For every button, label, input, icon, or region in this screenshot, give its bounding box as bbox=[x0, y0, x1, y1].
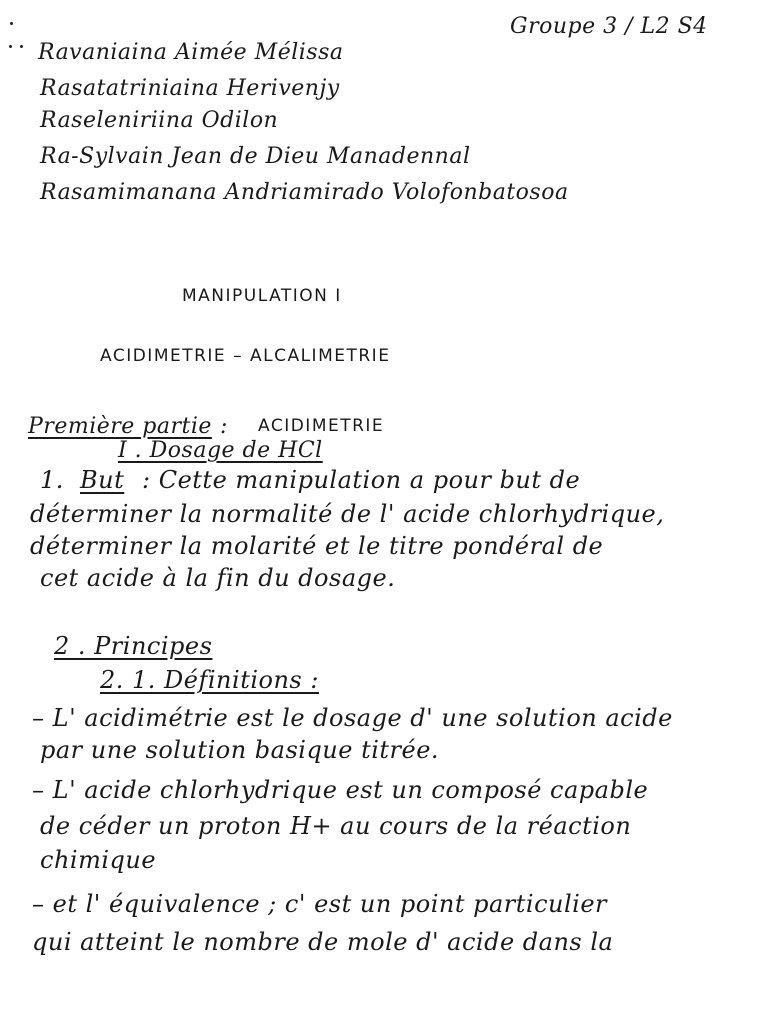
author-name: Ra-Sylvain Jean de Dieu Manadennal bbox=[40, 144, 471, 169]
definitions-heading: 2. 1. Définitions : bbox=[100, 666, 319, 694]
text-line: – L' acide chlorhydrique est un composé capable bbox=[32, 776, 649, 804]
subject-title: ACIDIMETRIE – ALCALIMETRIE bbox=[100, 346, 391, 366]
text-line: qui atteint le nombre de mole d' acide dans la bbox=[32, 928, 614, 956]
group-label: Groupe 3 / L2 S4 bbox=[510, 14, 708, 39]
part-separator: : bbox=[220, 414, 228, 439]
author-name: Rasamimanana Andriamirado Volofonbatosoa bbox=[40, 180, 569, 205]
text-line: – et l' équivalence ; c' est un point particulier bbox=[32, 890, 608, 918]
text-line: cet acide à la fin du dosage. bbox=[40, 564, 396, 592]
but-number: 1. bbox=[40, 466, 64, 494]
ink-dot bbox=[9, 45, 12, 48]
ink-dot bbox=[10, 22, 13, 25]
sub-heading: I . Dosage de HCl bbox=[118, 438, 323, 463]
principes-heading: 2 . Principes bbox=[54, 632, 213, 660]
ink-dot bbox=[20, 45, 23, 48]
author-name: Ravaniaina Aimée Mélissa bbox=[38, 40, 344, 65]
author-name: Raseleniriina Odilon bbox=[40, 108, 279, 133]
part-label: Première partie bbox=[28, 414, 212, 439]
part-title: ACIDIMETRIE bbox=[258, 416, 385, 436]
text-line: : Cette manipulation a pour but de bbox=[142, 466, 581, 494]
but-label: But bbox=[80, 466, 125, 494]
text-line: de céder un proton H+ au cours de la réaction bbox=[40, 812, 632, 840]
text-line: – L' acidimétrie est le dosage d' une solution acide bbox=[32, 704, 673, 732]
text-line: déterminer la normalité de l' acide chlorhydrique, bbox=[30, 500, 665, 528]
text-line: chimique bbox=[40, 846, 157, 874]
manipulation-title: MANIPULATION I bbox=[182, 286, 342, 306]
text-line: par une solution basique titrée. bbox=[40, 736, 440, 764]
author-name: Rasatatriniaina Herivenjy bbox=[40, 76, 340, 101]
text-line: déterminer la molarité et le titre pondéral de bbox=[30, 532, 604, 560]
